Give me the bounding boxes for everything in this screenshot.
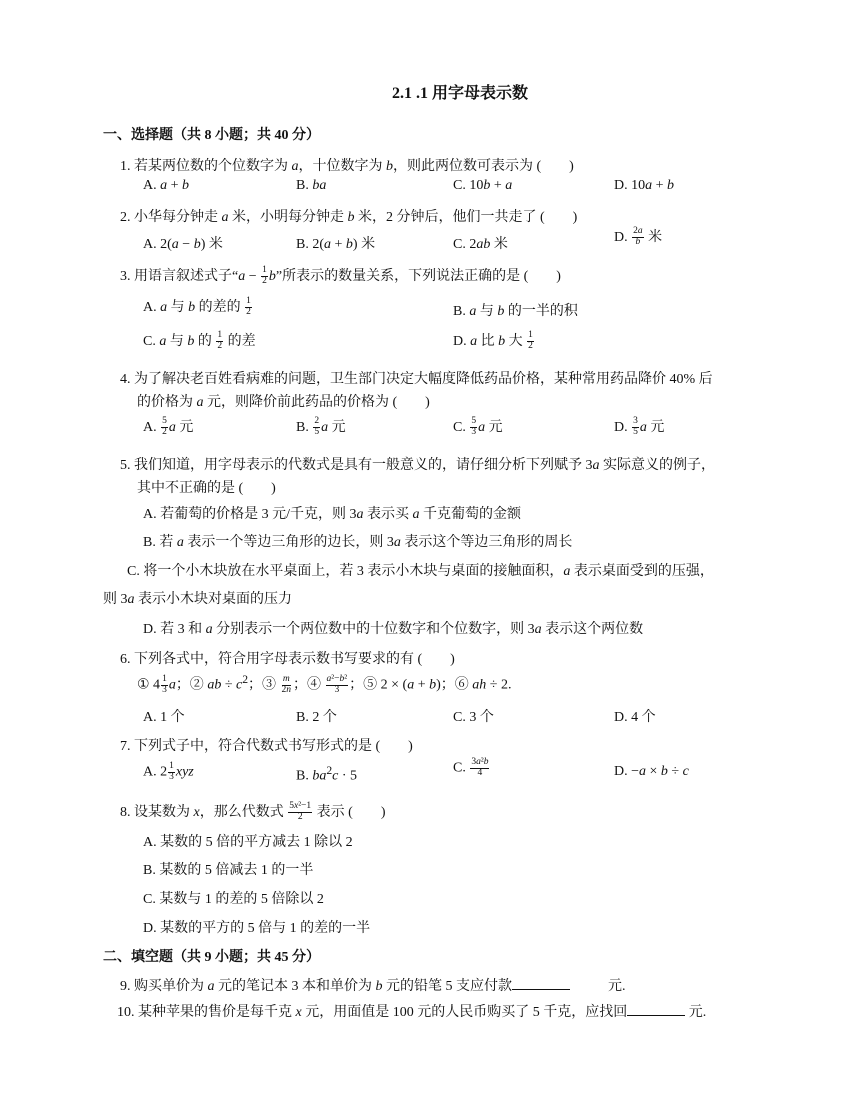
question-10: 10. 某种苹果的售价是每千克 x 元，用面值是 100 元的人民币购买了 5 千克，应找回 元.	[117, 1005, 707, 1020]
q8-option-d: D. 某数的平方的 5 倍与 1 的差的一半	[143, 921, 371, 936]
q7-option-d: D. −a × b ÷ c	[614, 764, 689, 779]
question-1-stem: 1. 若某两位数的个位数字为 a，十位数字为 b，则此两位数可表示为 ( )	[120, 159, 574, 174]
q1-option-a: A. a + b	[143, 178, 190, 193]
section-heading-choice: 一、选择题（共 8 小题；共 40 分）	[103, 128, 320, 143]
q3-option-a: A. a 与 b 的差的 $\frac{1}{2}$	[143, 296, 251, 318]
q2-option-b: B. 2(a + b) 米	[296, 237, 376, 252]
question-5-stem-line-2: 其中不正确的是 ( )	[137, 481, 276, 496]
q5-option-a: A. 若葡萄的价格是 3 元/千克，则 3a 表示买 a 千克葡萄的金额	[143, 507, 521, 522]
question-7-stem: 7. 下列式子中，符合代数式书写形式的是 ( )	[120, 739, 413, 754]
question-5-stem-line-1: 5. 我们知道，用字母表示的代数式是具有一般意义的，请仔细分析下列赋予 3a 实际意义的例子，	[120, 458, 715, 473]
question-4-stem-line-2: 的价格为 a 元，则降价前此药品的价格为 ( )	[137, 395, 430, 410]
question-2-stem: 2. 小华每分钟走 a 米，小明每分钟走 b 米，2 分钟后，他们一共走了 ( )	[120, 210, 578, 225]
q6-option-a: A. 1 个	[143, 710, 185, 725]
q4-option-b: B. $\frac{2}{5}$ a 元	[296, 416, 346, 438]
q7-option-b: B. $ba^2c \cdot 5$	[296, 764, 358, 784]
q5-option-b: B. 若 a 表示一个等边三角形的边长，则 3a 表示这个等边三角形的周长	[143, 535, 573, 550]
q6-option-c: C. 3 个	[453, 710, 494, 725]
answer-blank-9[interactable]	[512, 977, 570, 990]
q4-option-d: D. $\frac{3}{5}$ a 元	[614, 416, 665, 438]
q8-option-a: A. 某数的 5 倍的平方减去 1 除以 2	[143, 835, 353, 850]
q2-option-c: C. 2ab 米	[453, 237, 508, 252]
q1-option-b: B. ba	[296, 178, 327, 193]
q7-option-a: A. 2 $\frac{1}{3}$ xyz	[143, 761, 194, 782]
question-3-stem: 3. 用语言叙述式子“a − $\frac{1}{2}$ b”所表示的数量关系，下列说法正确的是 ( )	[120, 265, 561, 287]
q1-option-c: C. 10b + a	[453, 178, 513, 193]
q5-option-c-line-1: C. 将一个小木块放在水平桌面上，若 3 表示小木块与桌面的接触面积，a 表示桌面受到的压强，	[127, 564, 714, 579]
q3-option-b: B. a 与 b 的一半的积	[453, 304, 578, 319]
q4-option-c: C. $\frac{5}{3}$ a 元	[453, 416, 503, 438]
q6-option-d: D. 4 个	[614, 710, 656, 725]
q5-option-c-line-2: 则 3a 表示小木块对桌面的压力	[103, 592, 292, 607]
q3-option-d: D. a 比 b 大 $\frac{1}{2}$	[453, 330, 533, 352]
q5-option-d: D. 若 3 和 a 分别表示一个两位数中的十位数字和个位数字，则 3a 表示这个两位数	[143, 622, 644, 637]
question-9: 9. 购买单价为 a 元的笔记本 3 本和单价为 b 元的铅笔 5 支应付款 元.	[120, 979, 626, 994]
page-title: 2.1 .1 用字母表示数	[391, 85, 528, 102]
q2-option-a: A. 2(a − b) 米	[143, 237, 223, 252]
q2-option-d: D. $\frac{2a}{b}$ 米	[614, 226, 663, 248]
question-6-stem: 6. 下列各式中，符合用字母表示数书写要求的有 ( )	[120, 652, 455, 667]
question-8-stem: 8. 设某数为 x，那么代数式 $\frac{\text{5x²−1}}{2}$ 表示 ( )	[120, 801, 386, 823]
question-6-items: ① 4 $\frac{1}{3}$ a；② ab ÷ $c^2$；③ $\frac{m}{2n}$ ；④ $\frac{\text{a²−b²}}{3}$ ；⑤ 2 × (a + b)；⑥ ah ÷ 2.	[137, 673, 512, 695]
q6-option-b: B. 2 个	[296, 710, 337, 725]
q3-option-c: C. a 与 b 的 $\frac{1}{2}$ 的差	[143, 330, 256, 352]
q1-option-d: D. 10a + b	[614, 178, 675, 193]
q8-option-c: C. 某数与 1 的差的 5 倍除以 2	[143, 892, 324, 907]
q8-option-b: B. 某数的 5 倍减去 1 的一半	[143, 863, 314, 878]
q7-option-c: C. $\frac{\text{3a²b}}{4}$	[453, 757, 489, 778]
section-heading-fill-blank: 二、填空题（共 9 小题；共 45 分）	[103, 950, 320, 965]
q4-option-a: A. $\frac{5}{2}$ a 元	[143, 416, 194, 438]
answer-blank-10[interactable]	[627, 1003, 685, 1016]
question-4-stem-line-1: 4. 为了解决老百姓看病难的问题，卫生部门决定大幅度降低药品价格，某种常用药品降价 40% 后	[120, 372, 713, 387]
